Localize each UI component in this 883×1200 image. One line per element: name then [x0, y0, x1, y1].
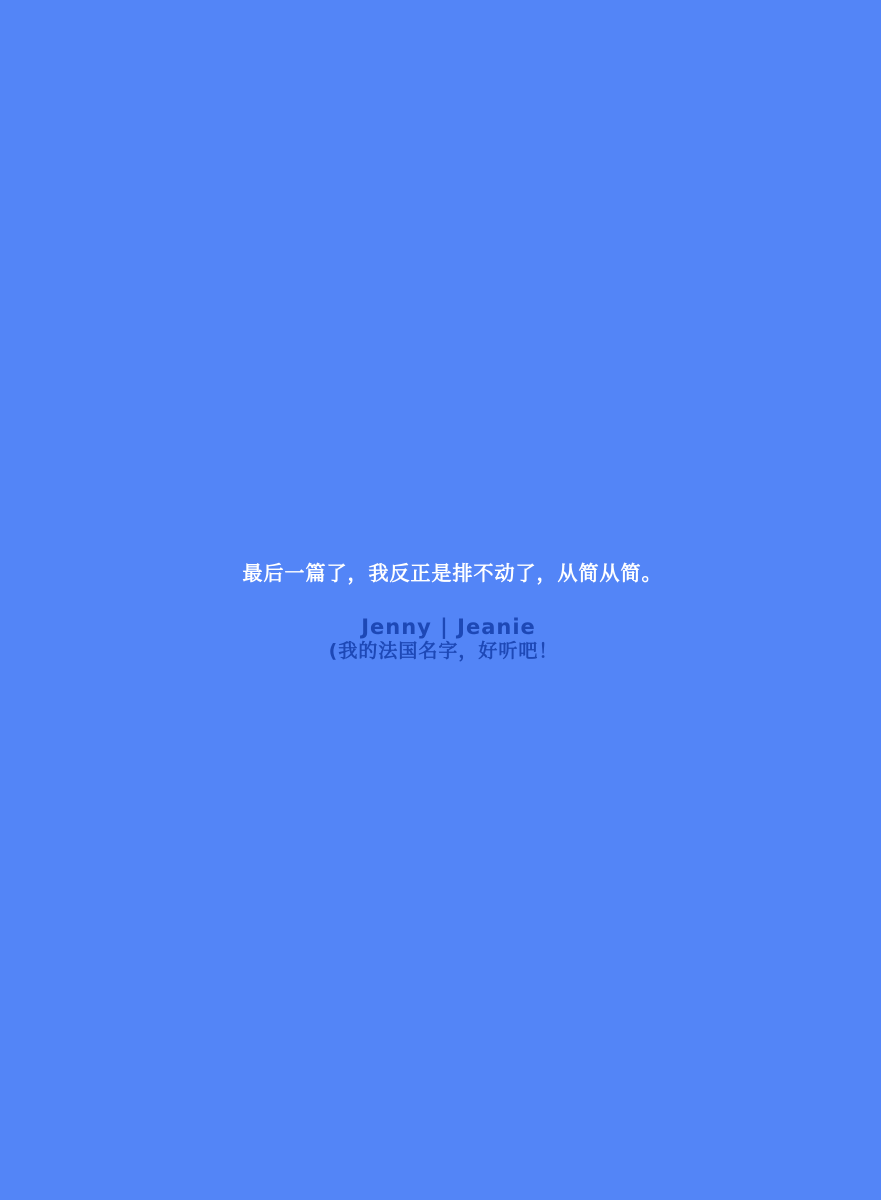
- name-comment: (我的法国名字，好听吧！: [328, 640, 559, 662]
- note-text: 最后一篇了，我反正是排不动了，从简从简。: [242, 561, 663, 585]
- name-line: Jenny | Jeanie: [361, 615, 536, 639]
